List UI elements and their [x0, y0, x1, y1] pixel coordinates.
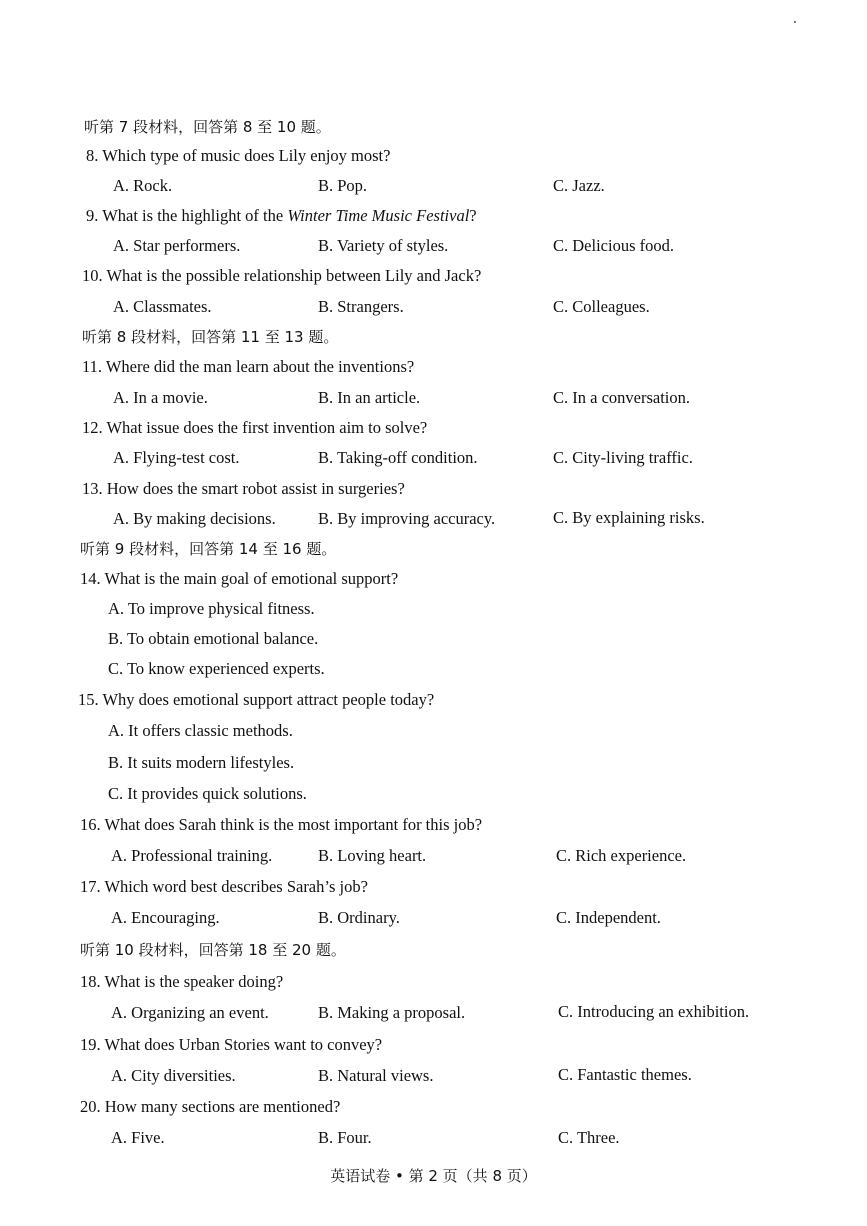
question-8-option-a: A. Rock.: [113, 176, 173, 195]
question-11-option-c: C. In a conversation.: [553, 388, 691, 407]
question-17-stem: 17. Which word best describes Sarah’s job?: [80, 877, 368, 896]
question-17-option-a: A. Encouraging.: [111, 908, 220, 927]
question-19-stem: 19. What does Urban Stories want to convey?: [80, 1035, 383, 1054]
question-9-option-c: C. Delicious food.: [553, 236, 674, 255]
question-8-option-c: C. Jazz.: [553, 176, 605, 195]
question-8-option-b: B. Pop.: [318, 176, 368, 195]
question-13-option-a: A. By making decisions.: [113, 509, 276, 528]
question-15-stem: 15. Why does emotional support attract people today?: [78, 690, 435, 709]
question-13-option-c: C. By explaining risks.: [553, 508, 705, 527]
question-10-option-c: C. Colleagues.: [553, 297, 650, 316]
question-10-option-a: A. Classmates.: [113, 297, 212, 316]
question-14-stem: 14. What is the main goal of emotional support?: [80, 569, 399, 588]
question-15-option-a: A. It offers classic methods.: [108, 721, 293, 740]
question-20-option-a: A. Five.: [111, 1128, 165, 1147]
question-14-option-c: C. To know experienced experts.: [108, 659, 325, 678]
scan-speck: [794, 21, 796, 23]
section-heading: 听第 10 段材料，回答第 18 至 20 题。: [80, 941, 346, 959]
question-9-stem: [86, 206, 477, 226]
question-18-option-b: B. Making a proposal.: [318, 1003, 466, 1022]
question-16-stem: 16. What does Sarah think is the most important for this job?: [80, 815, 483, 834]
question-12-option-c: C. City-living traffic.: [553, 448, 693, 467]
question-16-option-b: B. Loving heart.: [318, 846, 427, 865]
question-10-option-b: B. Strangers.: [318, 297, 404, 316]
question-18-option-c: C. Introducing an exhibition.: [558, 1002, 750, 1021]
question-12-option-a: A. Flying-test cost.: [113, 448, 240, 467]
section-heading: 听第 7 段材料，回答第 8 至 10 题。: [84, 118, 331, 136]
question-14-option-b: B. To obtain emotional balance.: [108, 629, 319, 648]
question-14-option-a: A. To improve physical fitness.: [108, 599, 315, 618]
question-20-option-c: C. Three.: [558, 1128, 620, 1147]
question-9-option-a: A. Star performers.: [113, 236, 241, 255]
question-15-option-c: C. It provides quick solutions.: [108, 784, 307, 803]
page-footer: 英语试卷 • 第 2 页（共 8 页）: [330, 1167, 537, 1185]
festival-name: Winter Time Music Festival: [287, 206, 470, 225]
section-heading: 听第 8 段材料，回答第 11 至 13 题。: [82, 328, 339, 346]
question-20-option-b: B. Four.: [318, 1128, 372, 1147]
question-18-option-a: A. Organizing an event.: [111, 1003, 269, 1022]
question-20-stem: 20. How many sections are mentioned?: [80, 1097, 341, 1116]
question-16-option-a: A. Professional training.: [111, 846, 273, 865]
question-13-stem: 13. How does the smart robot assist in surgeries?: [82, 479, 405, 498]
question-10-stem: 10. What is the possible relationship between Lily and Jack?: [82, 266, 482, 285]
question-9-option-b: B. Variety of styles.: [318, 236, 449, 255]
question-9-stem-end: ?: [469, 206, 477, 225]
question-11-stem: 11. Where did the man learn about the inventions?: [82, 357, 415, 376]
question-15-option-b: B. It suits modern lifestyles.: [108, 753, 295, 772]
question-18-stem: 18. What is the speaker doing?: [80, 972, 284, 991]
question-11-option-a: A. In a movie.: [113, 388, 208, 407]
question-19-option-c: C. Fantastic themes.: [558, 1065, 692, 1084]
question-12-option-b: B. Taking-off condition.: [318, 448, 478, 467]
question-17-option-c: C. Independent.: [556, 908, 661, 927]
question-9-stem-text: 9. What is the highlight of the: [86, 206, 288, 225]
question-19-option-b: B. Natural views.: [318, 1066, 434, 1085]
section-heading: 听第 9 段材料，回答第 14 至 16 题。: [80, 540, 337, 558]
question-16-option-c: C. Rich experience.: [556, 846, 687, 865]
question-11-option-b: B. In an article.: [318, 388, 421, 407]
question-17-option-b: B. Ordinary.: [318, 908, 400, 927]
question-12-stem: 12. What issue does the first invention aim to solve?: [82, 418, 428, 437]
question-13-option-b: B. By improving accuracy.: [318, 509, 496, 528]
question-19-option-a: A. City diversities.: [111, 1066, 236, 1085]
question-8-stem: 8. Which type of music does Lily enjoy most?: [86, 146, 391, 165]
